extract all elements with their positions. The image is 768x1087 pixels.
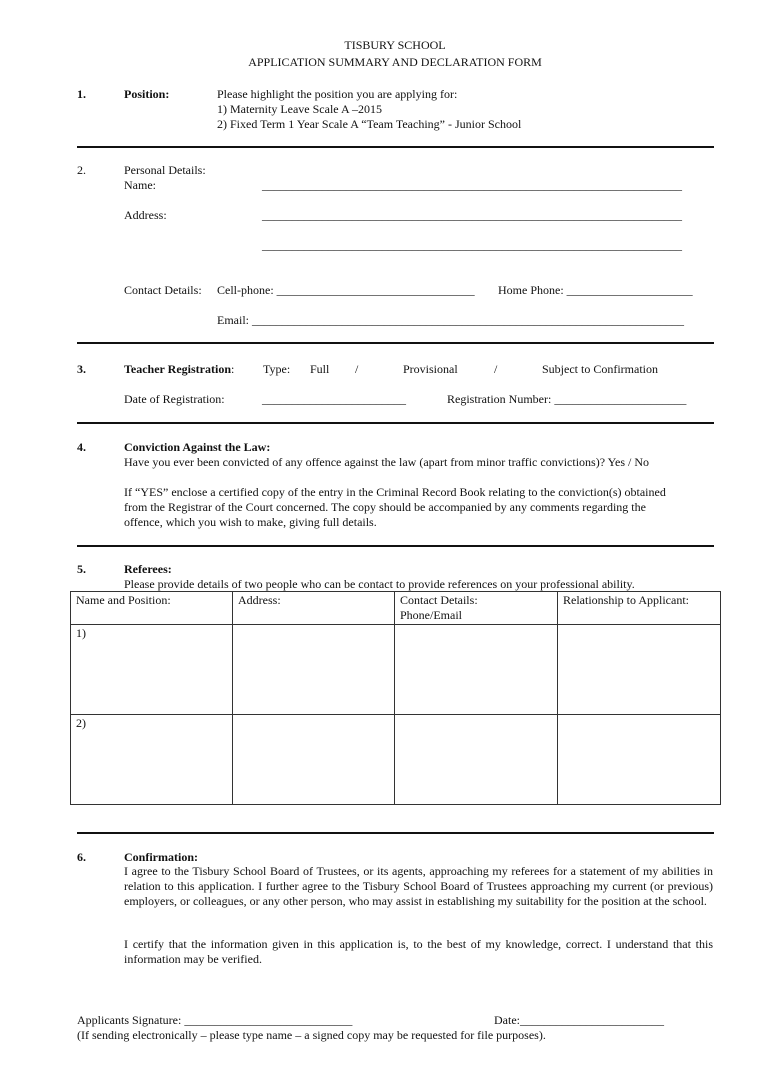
conviction-question: Have you ever been convicted of any offence against the law (apart from minor traffic convictions)? Yes / No — [124, 455, 650, 469]
position-option-1: 1) Maternity Leave Scale A –2015 — [217, 102, 382, 116]
teacher-registration-heading — [124, 362, 234, 376]
name-field[interactable]: ______________________________________________________________________ — [262, 178, 682, 192]
option-separator: / — [494, 362, 498, 376]
teacher-registration-title: Teacher Registration — [124, 362, 231, 376]
signature-date-field[interactable]: Date:________________________ — [494, 1013, 664, 1027]
position-option-2: 2) Fixed Term 1 Year Scale A “Team Teaching” - Junior School — [217, 117, 522, 131]
section-5-number: 5. — [77, 562, 86, 576]
section-4-number: 4. — [77, 440, 86, 454]
school-name: TISBURY SCHOOL — [344, 38, 446, 52]
section-2-number: 2. — [77, 163, 86, 177]
referee-2-contact-cell[interactable] — [395, 715, 558, 805]
email-field[interactable]: Email: ________________________________________________________________________ — [217, 313, 684, 327]
referee-1-address-cell[interactable] — [233, 625, 395, 715]
column-header-contact-details — [395, 592, 558, 625]
conviction-instructions-line-2: from the Registrar of the Court concerned. The copy should be accompanied by any comments regarding the — [124, 500, 646, 514]
section-divider — [77, 545, 714, 547]
form-title: APPLICATION SUMMARY AND DECLARATION FORM — [248, 55, 542, 69]
conviction-heading: Conviction Against the Law: — [124, 440, 271, 454]
position-heading: Position: — [124, 87, 170, 101]
address-label: Address: — [124, 208, 167, 222]
section-1-number: 1. — [77, 87, 86, 101]
table-row — [71, 715, 721, 805]
section-divider — [77, 146, 714, 148]
electronic-submission-note: (If sending electronically – please type name – a signed copy may be requested for file purposes). — [77, 1028, 546, 1042]
type-label: Type: — [263, 362, 291, 376]
table-row — [71, 625, 721, 715]
referee-2-name-cell[interactable]: 2) — [71, 715, 233, 805]
address-field-line-1[interactable]: ______________________________________________________________________ — [262, 208, 682, 222]
option-provisional[interactable]: Provisional — [403, 362, 458, 376]
applicant-signature-field[interactable]: Applicants Signature: ____________________________ — [77, 1013, 353, 1027]
referees-instruction: Please provide details of two people who can be contact to provide references on your professional ability. — [124, 577, 635, 591]
option-separator: / — [355, 362, 359, 376]
confirmation-paragraph-1: I agree to the Tisbury School Board of Trustees, or its agents, approaching my referees for a statement of my abilities in relation to this application. I further agree to the Tisbury School Board of Trustees approaching my current (or previous) employers, or colleagues, or any other person, who may assist in establishing my suitability for the position at the school. — [124, 864, 713, 908]
column-header-relationship: Relationship to Applicant: — [558, 592, 721, 625]
contact-details-label: Contact Details: — [124, 283, 202, 297]
cell-phone-field[interactable]: Cell-phone: _________________________________ — [217, 283, 475, 297]
name-label: Name: — [124, 178, 156, 192]
position-instruction: Please highlight the position you are applying for: — [217, 87, 458, 101]
confirmation-certify — [124, 937, 713, 967]
address-field-line-2[interactable]: ______________________________________________________________________ — [262, 238, 682, 252]
section-divider — [77, 832, 714, 834]
referee-1-relationship-cell[interactable] — [558, 625, 721, 715]
phone-email-header: Phone/Email — [400, 608, 462, 622]
confirmation-paragraph-2: I certify that the information given in this application is, to the best of my knowledge, correct. I understand that this information may be verified. — [124, 937, 713, 966]
referee-2-relationship-cell[interactable] — [558, 715, 721, 805]
conviction-instructions-line-1: If “YES” enclose a certified copy of the entry in the Criminal Record Book relating to the conviction(s) obtained — [124, 485, 666, 499]
confirmation-agreement — [124, 864, 713, 909]
registration-date-label: Date of Registration: — [124, 392, 225, 406]
column-header-name-position: Name and Position: — [71, 592, 233, 625]
referee-1-contact-cell[interactable] — [395, 625, 558, 715]
referees-heading: Referees: — [124, 562, 172, 576]
confirmation-heading: Confirmation: — [124, 850, 198, 864]
referee-2-address-cell[interactable] — [233, 715, 395, 805]
section-3-number: 3. — [77, 362, 86, 376]
conviction-instructions-line-3: offence, which you wish to make, giving full details. — [124, 515, 377, 529]
option-subject-to-confirmation[interactable]: Subject to Confirmation — [542, 362, 658, 376]
section-6-number: 6. — [77, 850, 86, 864]
heading-colon: : — [231, 362, 235, 376]
home-phone-field[interactable]: Home Phone: _____________________ — [498, 283, 693, 297]
option-full[interactable]: Full — [310, 362, 330, 376]
referee-1-name-cell[interactable]: 1) — [71, 625, 233, 715]
contact-details-header: Contact Details: — [400, 593, 478, 607]
column-header-address: Address: — [233, 592, 395, 625]
referees-table — [70, 591, 721, 805]
personal-details-heading: Personal Details: — [124, 163, 206, 177]
section-divider — [77, 342, 714, 344]
section-divider — [77, 422, 714, 424]
registration-date-field[interactable]: ________________________ — [262, 392, 406, 406]
registration-number-field[interactable]: Registration Number: ______________________ — [447, 392, 687, 406]
table-header-row — [71, 592, 721, 625]
